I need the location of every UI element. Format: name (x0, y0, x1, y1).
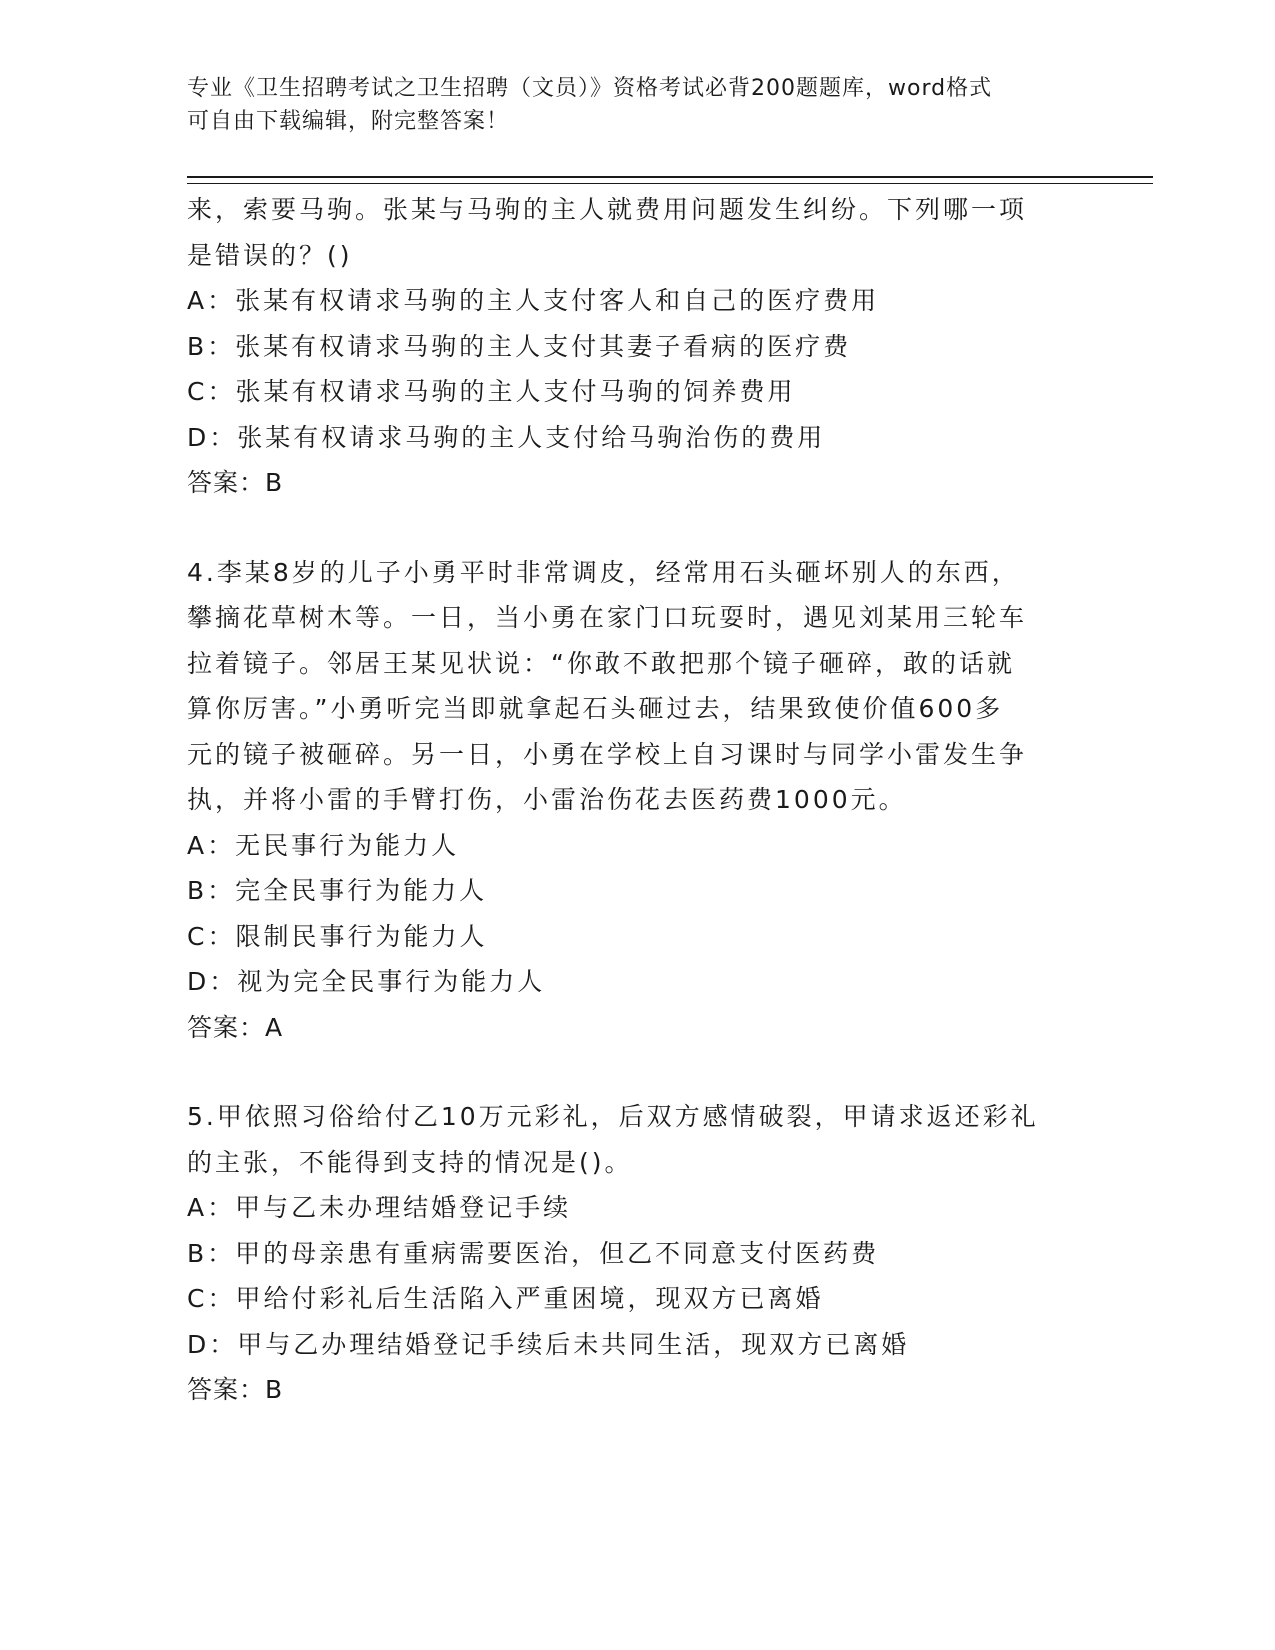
option-d: D：甲与乙办理结婚登记手续后未共同生活，现双方已离婚 (187, 1329, 910, 1359)
spacer (187, 506, 1087, 550)
header-rule-thin (187, 183, 1153, 184)
question-3 (187, 187, 1087, 506)
question-text-line: 来，索要马驹。张某与马驹的主人就费用问题发生纠纷。下列哪一项 (187, 195, 1028, 224)
question-text-line: 的主张，不能得到支持的情况是()。 (187, 1147, 633, 1177)
option-b: B：张某有权请求马驹的主人支付其妻子看病的医疗费 (187, 331, 852, 361)
option-c: C：限制民事行为能力人 (187, 921, 488, 951)
option-d: D：张某有权请求马驹的主人支付给马驹治伤的费用 (187, 422, 826, 452)
question-5 (187, 1094, 1087, 1413)
question-text-line: 5.甲依照习俗给付乙10万元彩礼，后双方感情破裂，甲请求返还彩礼 (187, 1102, 1039, 1131)
question-text-line: 算你厉害。”小勇听完当即就拿起石头砸过去，结果致使价值600多 (187, 694, 1004, 723)
header-title-line-1: 专业《卫生招聘考试之卫生招聘（文员）》资格考试必背200题题库，word格式 (187, 76, 993, 101)
page-content (187, 187, 1087, 1413)
question-text-line: 拉着镜子。邻居王某见状说：“你敢不敢把那个镜子砸碎，敢的话就 (187, 648, 1015, 678)
answer-line: 答案：A (187, 1012, 284, 1042)
option-a: A：甲与乙未办理结婚登记手续 (187, 1193, 572, 1222)
question-text-line: 4.李某8岁的儿子小勇平时非常调皮，经常用石头砸坏别人的东西， (187, 557, 1020, 587)
option-a: A：无民事行为能力人 (187, 830, 460, 860)
option-b: B：完全民事行为能力人 (187, 876, 488, 905)
question-text-line: 是错误的？() (187, 240, 353, 270)
option-c: C：张某有权请求马驹的主人支付马驹的饲养费用 (187, 377, 796, 406)
page-header (187, 72, 1087, 138)
question-text-line: 元的镜子被砸碎。另一日，小勇在学校上自习课时与同学小雷发生争 (187, 739, 1028, 769)
question-text-line: 执，并将小雷的手臂打伤，小雷治伤花去医药费1000元。 (187, 785, 907, 814)
header-title-line-2: 可自由下载编辑，附完整答案！ (187, 109, 510, 134)
spacer (187, 1050, 1087, 1094)
question-text-line: 攀摘花草树木等。一日，当小勇在家门口玩耍时，遇见刘某用三轮车 (187, 603, 1028, 632)
answer-line: 答案：B (187, 1375, 284, 1404)
answer-line: 答案：B (187, 468, 284, 497)
option-b: B：甲的母亲患有重病需要医治，但乙不同意支付医药费 (187, 1238, 880, 1268)
question-4 (187, 550, 1087, 1051)
option-c: C：甲给付彩礼后生活陷入严重困境，现双方已离婚 (187, 1284, 824, 1313)
option-a: A：张某有权请求马驹的主人支付客人和自己的医疗费用 (187, 286, 880, 315)
header-rule-thick (187, 176, 1153, 178)
option-d: D：视为完全民事行为能力人 (187, 967, 546, 996)
